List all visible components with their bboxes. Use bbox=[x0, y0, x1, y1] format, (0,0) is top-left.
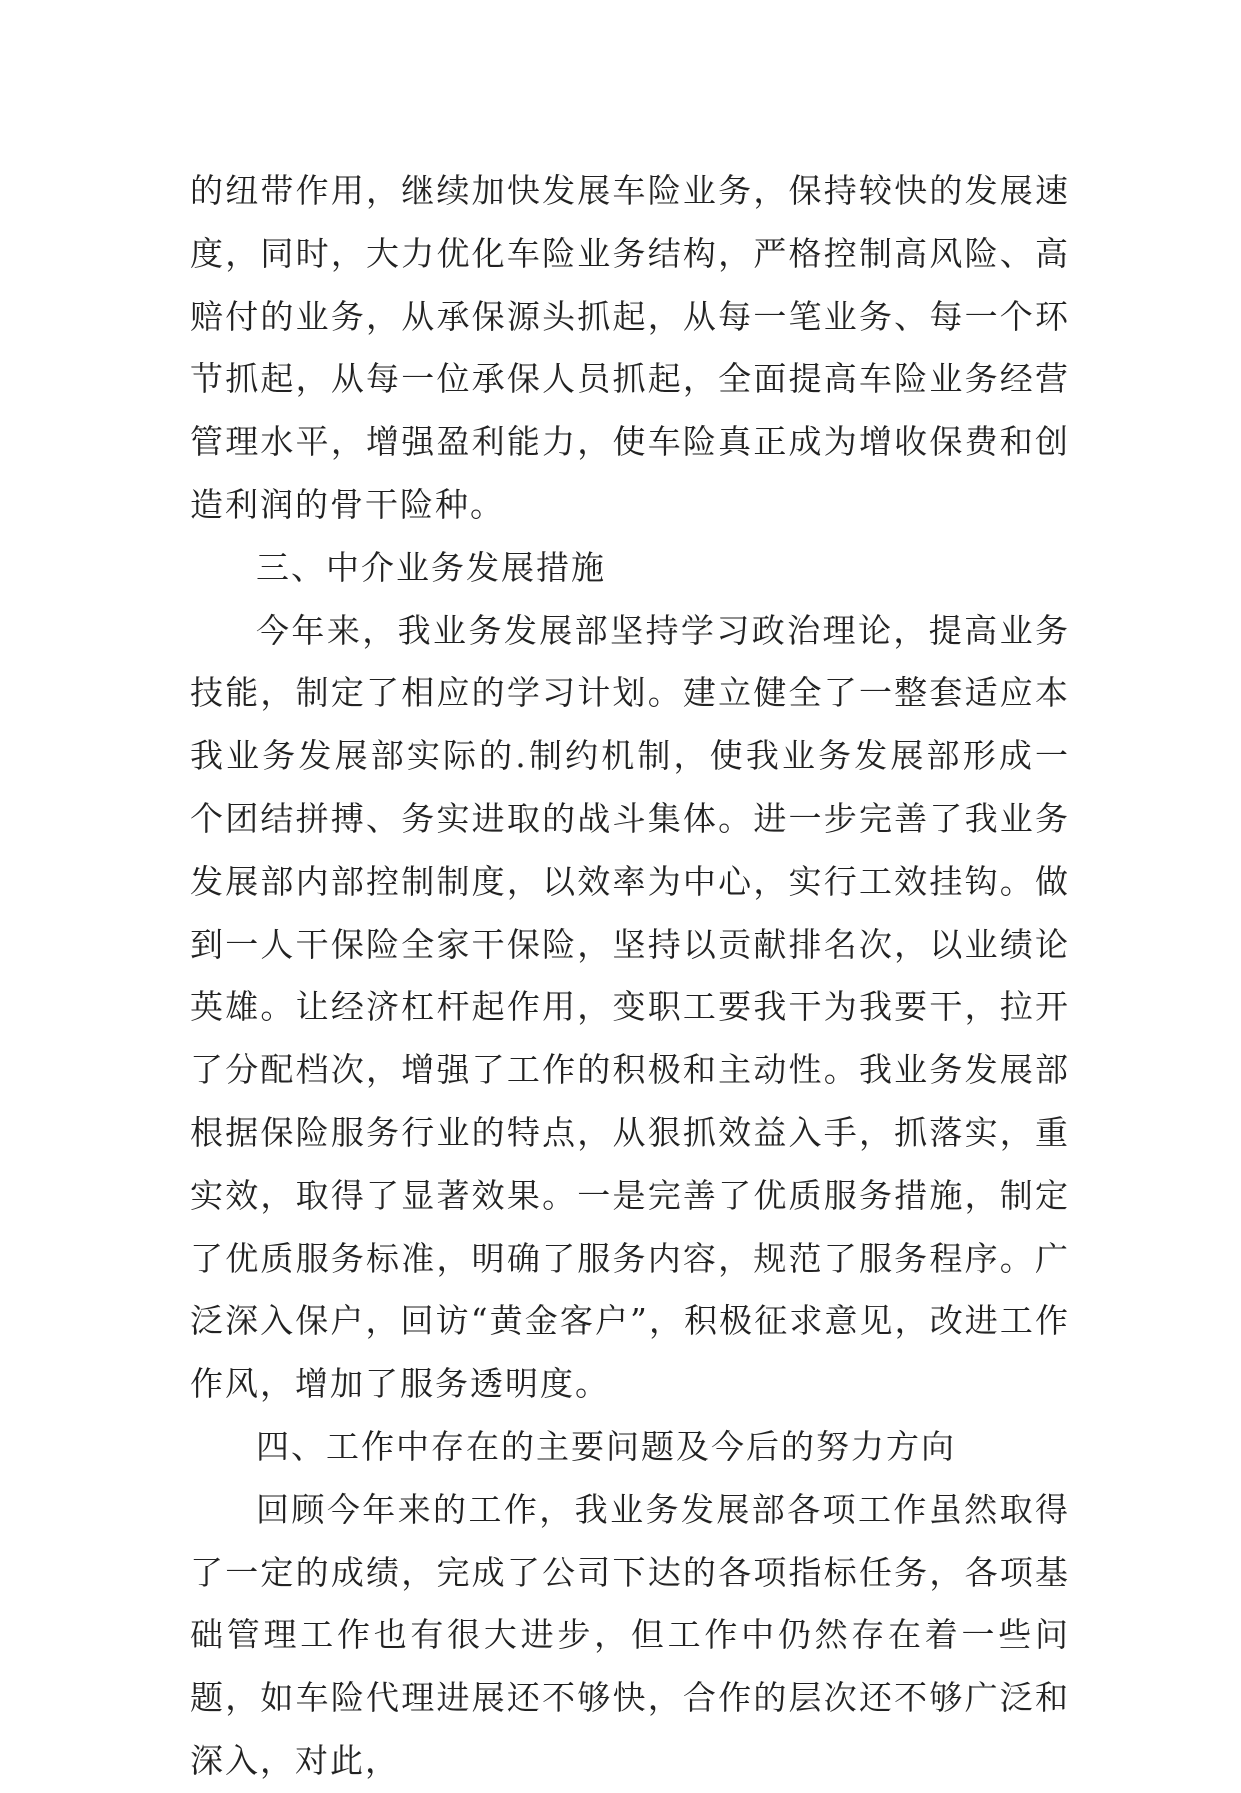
document-body bbox=[190, 160, 1070, 1793]
paragraph-review: 回顾今年来的工作，我业务发展部各项工作虽然取得了一定的成绩，完成了公司下达的各项指标任务，各项基础管理工作也有很大进步，但工作中仍然存在着一些问题，如车险代理进展还不够快，合作的层次还不够广泛和深入，对此， bbox=[190, 1489, 1070, 1780]
section-heading-4: 四、工作中存在的主要问题及今后的努力方向 bbox=[256, 1426, 956, 1466]
paragraph-intermediary-measures: 今年来，我业务发展部坚持学习政治理论，提高业务技能，制定了相应的学习计划。建立健全了一整套适应本我业务发展部实际的.制约机制，使我业务发展部形成一个团结拼搏、务实进取的战斗集体。进一步完善了我业务发展部内部控制制度，以效率为中心，实行工效挂钩。做到一人干保险全家干保险，坚持以贡献排名次，以业绩论英雄。让经济杠杆起作用，变职工要我干为我要干，拉开了分配档次，增强了工作的积极和主动性。我业务发展部根据保险服务行业的特点，从狠抓效益入手，抓落实，重实效，取得了显著效果。一是完善了优质服务措施，制定了优质服务标准，明确了服务内容，规范了服务程序。广泛深入保户，回访“黄金客户”，积极征求意见，改进工作作风，增加了服务透明度。 bbox=[190, 610, 1070, 1404]
section-heading-3: 三、中介业务发展措施 bbox=[256, 547, 606, 587]
paragraph-continuation: 的纽带作用，继续加快发展车险业务，保持较快的发展速度，同时，大力优化车险业务结构，严格控制高风险、高赔付的业务，从承保源头抓起，从每一笔业务、每一个环节抓起，从每一位承保人员抓起，全面提高车险业务经营管理水平，增强盈利能力，使车险真正成为增收保费和创造利润的骨干险种。 bbox=[190, 171, 1070, 524]
